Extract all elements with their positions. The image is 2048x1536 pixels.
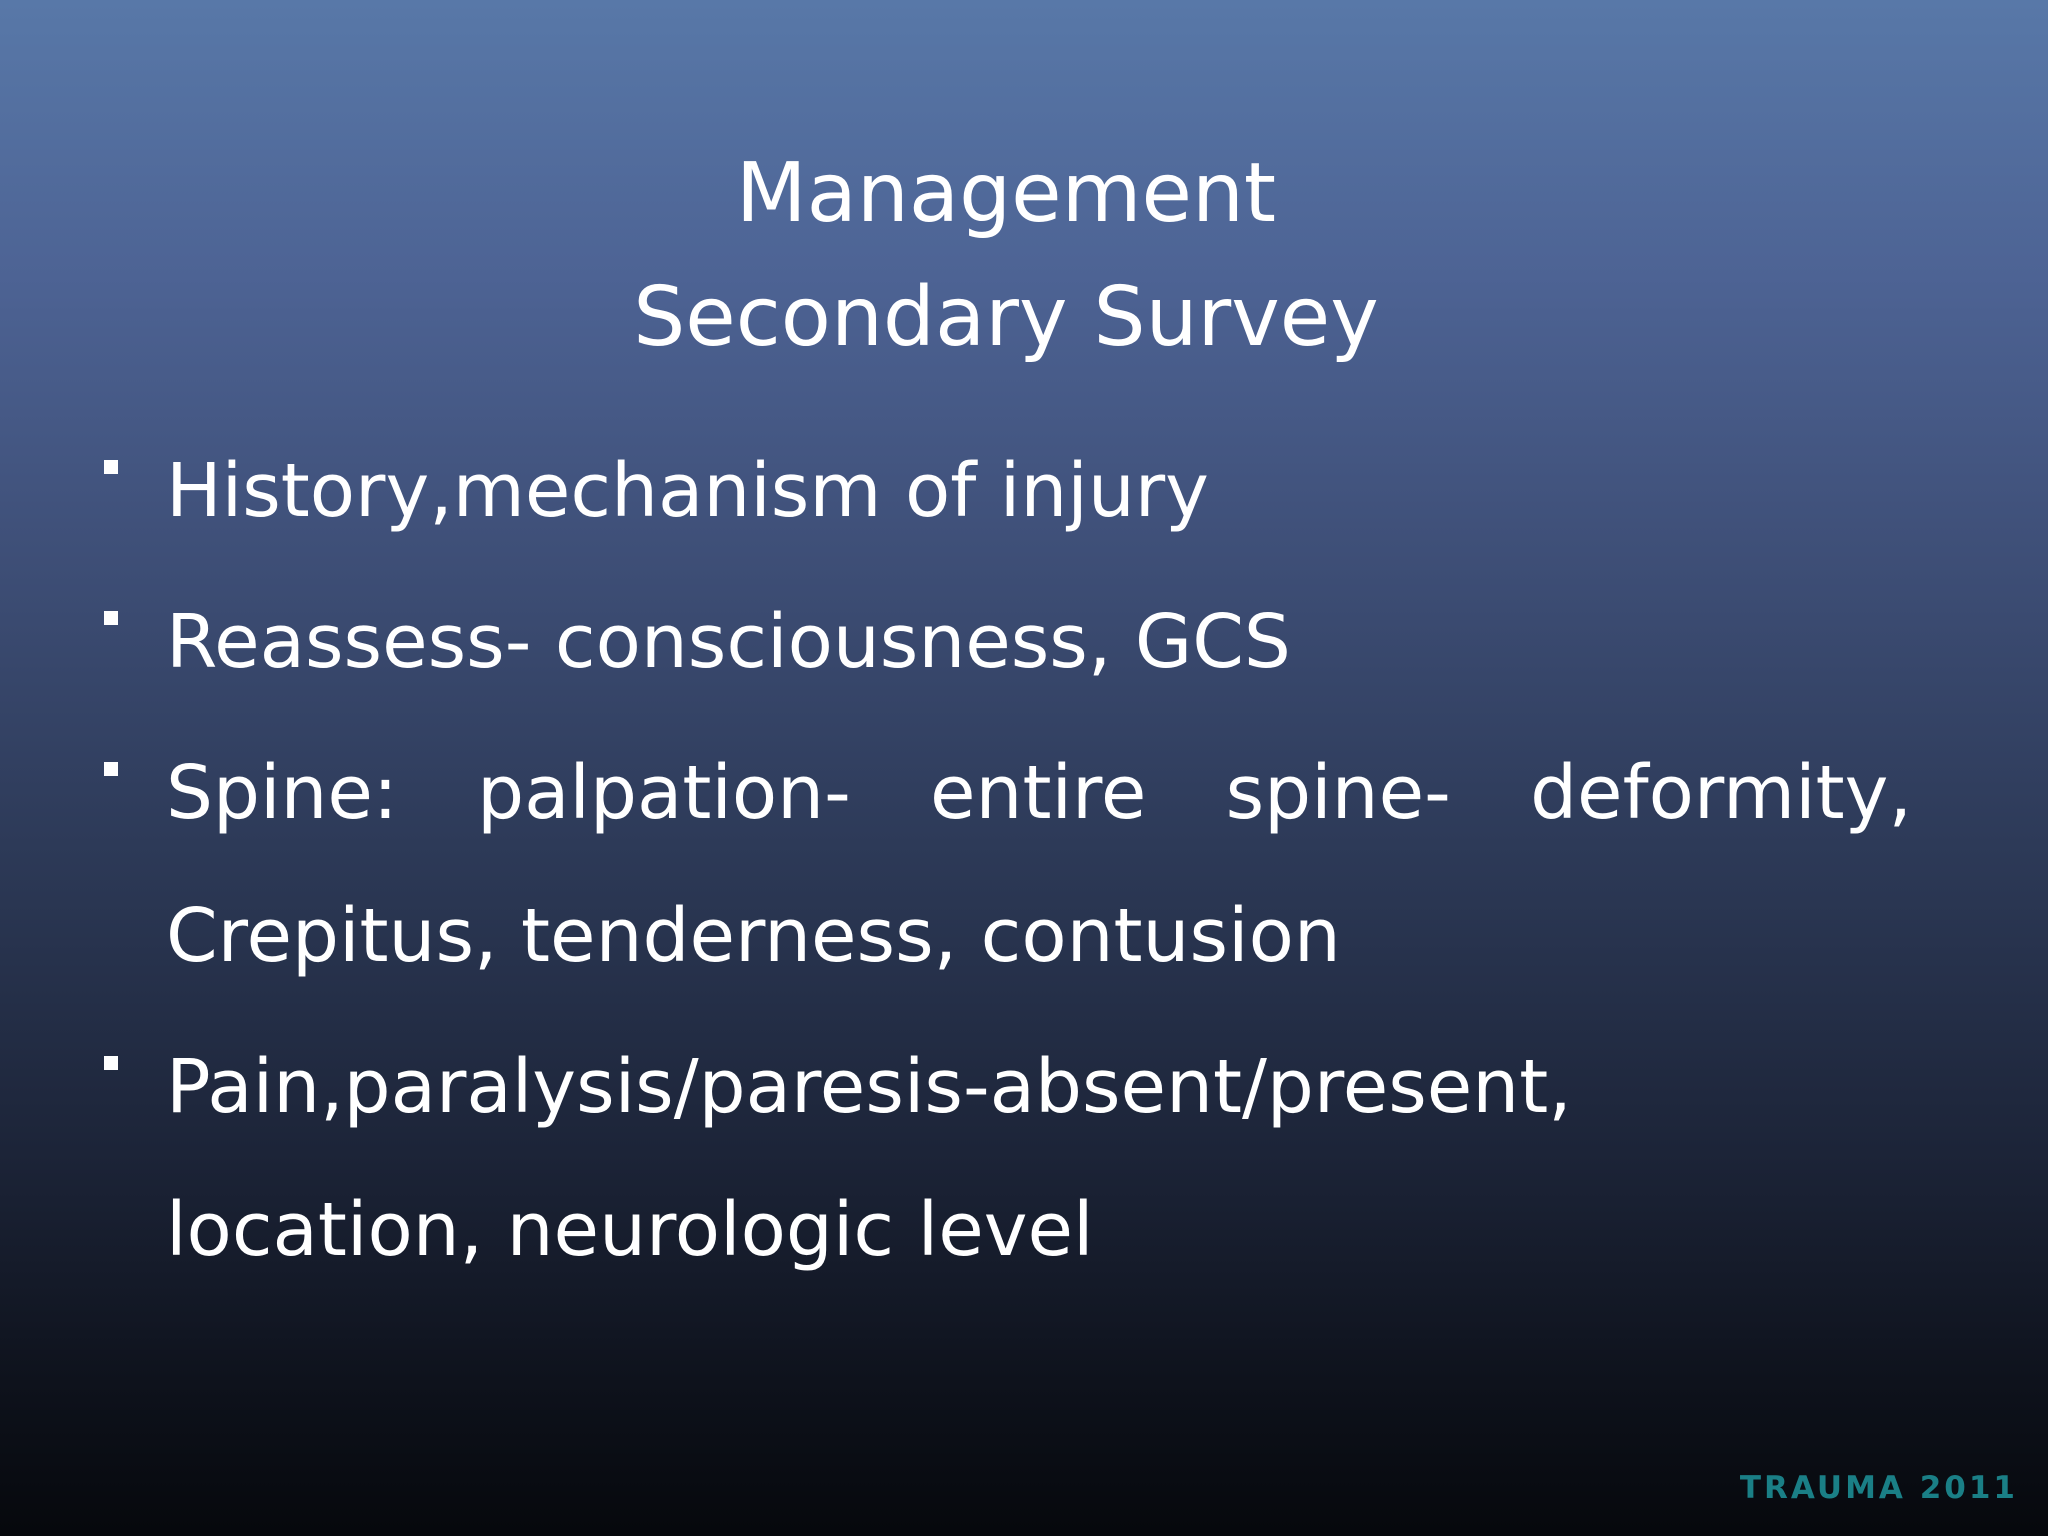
bullet-square-icon <box>104 460 118 474</box>
title-line-2: Secondary Survey <box>633 270 1379 365</box>
bullet-square-icon <box>104 1056 118 1070</box>
bullet-list <box>100 420 1912 1310</box>
footer-label: TRAUMA 2011 <box>1739 1470 2018 1506</box>
slide-title <box>0 132 2012 380</box>
title-line-1: Management <box>735 146 1277 241</box>
bullet-text: History,mechanism of injury <box>166 448 1209 534</box>
bullet-square-icon <box>104 611 118 625</box>
bullet-text: Spine: palpation- entire spine- deformity, Crepitus, tenderness, contusion <box>166 750 1912 979</box>
bullet-square-icon <box>104 762 118 776</box>
bullet-item <box>100 420 1912 563</box>
bullet-item <box>100 1016 1912 1302</box>
bullet-text: Reassess- consciousness, GCS <box>166 599 1291 685</box>
bullet-item <box>100 722 1912 1008</box>
bullet-item <box>100 571 1912 714</box>
bullet-text: Pain,paralysis/paresis-absent/present, location, neurologic level <box>166 1044 1572 1273</box>
